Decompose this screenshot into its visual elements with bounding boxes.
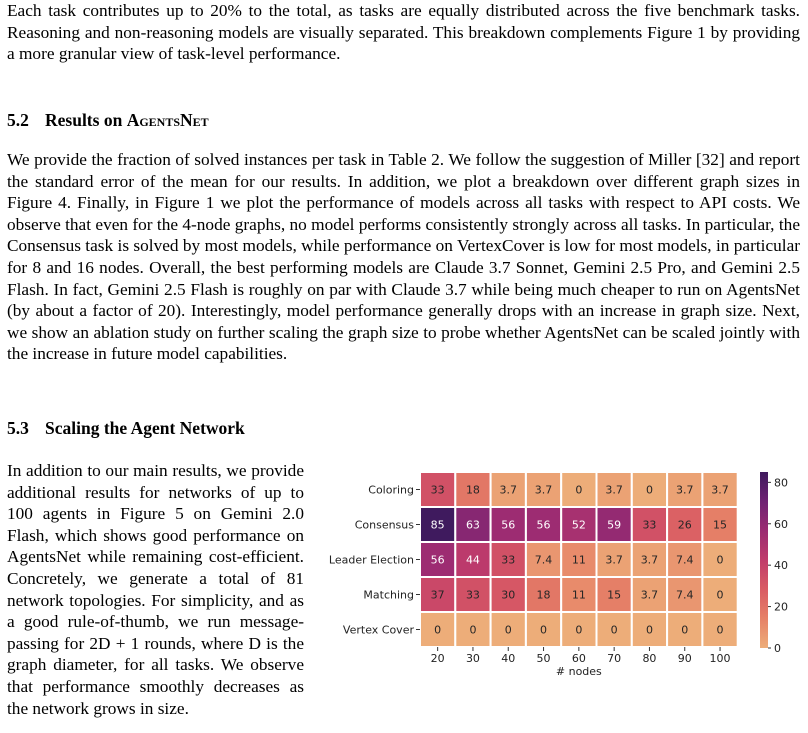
x-axis-label: # nodes bbox=[555, 665, 602, 678]
y-tick-label: Consensus bbox=[354, 518, 414, 532]
cell-value-label: 0 bbox=[540, 623, 548, 637]
cell-value-label: 3.7 bbox=[534, 483, 553, 497]
cell-value-label: 63 bbox=[465, 518, 480, 532]
cell-value-label: 0 bbox=[716, 623, 724, 637]
cell-value-label: 11 bbox=[571, 553, 586, 567]
cell-value-label: 33 bbox=[501, 553, 516, 567]
colorbar-tick-label: 60 bbox=[774, 517, 788, 531]
cell-value-label: 59 bbox=[607, 518, 622, 532]
cell-value-label: 3.7 bbox=[605, 483, 623, 497]
cell-value-label: 52 bbox=[571, 518, 586, 532]
cell-value-label: 0 bbox=[645, 623, 653, 637]
y-tick-label: Leader Election bbox=[328, 553, 414, 567]
cell-value-label: 3.7 bbox=[640, 588, 659, 602]
section-title: Scaling the Agent Network bbox=[45, 418, 245, 438]
x-tick-label: 20 bbox=[430, 652, 445, 665]
cell-value-label: 3.7 bbox=[640, 553, 659, 567]
section-title-name: AgentsNet bbox=[126, 110, 209, 130]
cell-value-label: 3.7 bbox=[676, 483, 694, 497]
cell-value-label: 18 bbox=[536, 588, 551, 602]
cell-value-label: 0 bbox=[504, 623, 512, 637]
cell-value-label: 3.7 bbox=[499, 483, 517, 497]
cell-value-label: 37 bbox=[430, 588, 445, 602]
cell-value-label: 0 bbox=[575, 483, 583, 497]
x-tick-label: 80 bbox=[642, 652, 657, 665]
cell-value-label: 3.7 bbox=[711, 483, 729, 497]
cell-value-label: 0 bbox=[716, 553, 724, 567]
section-number: 5.2 bbox=[7, 110, 29, 130]
y-tick-label: Coloring bbox=[368, 483, 414, 497]
cell-value-label: 0 bbox=[575, 623, 583, 637]
x-tick-label: 90 bbox=[677, 652, 692, 665]
cell-value-label: 56 bbox=[430, 553, 445, 567]
colorbar-tick-label: 0 bbox=[774, 642, 781, 655]
x-tick-label: 100 bbox=[709, 652, 731, 665]
cell-value-label: 0 bbox=[645, 483, 653, 497]
cell-value-label: 18 bbox=[465, 483, 480, 497]
section-number: 5.3 bbox=[7, 418, 29, 438]
colorbar-tick-label: 20 bbox=[774, 600, 788, 614]
cell-value-label: 30 bbox=[501, 588, 516, 602]
cell-value-label: 15 bbox=[713, 518, 728, 532]
colorbar bbox=[760, 472, 768, 648]
x-tick-label: 40 bbox=[501, 652, 516, 665]
section-5-2-body: We provide the fraction of solved instances per task in Table 2. We follow the suggestion of Miller [32] and report the standard error of the mean for our results. In addition, we plot a breakdown over different graph sizes in Figure 4. Finally, in Figure 1 we plot the performance of models across all tasks with respect to API costs. We observe that even for the 4-node graphs, no model performs consistently strongly across all tasks. In particular, the Consensus task is solved by most models, while performance on VertexCover is low for most models, in particular for 8 and 16 nodes. Overall, the best performing models are Claude 3.7 Sonnet, Gemini 2.5 Pro, and Gemini 2.5 Flash. In fact, Gemini 2.5 Flash is roughly on par with Claude 3.7 while being much cheaper to run on AgentsNet (by about a factor of 20). Interestingly, model performance generally drops with an increase in graph size. Next, we show an ablation study on further scaling the graph size to probe whether AgentsNet can be scaled jointly with the increase in future model capabilities. bbox=[7, 150, 800, 364]
colorbar-tick-label: 40 bbox=[774, 559, 788, 573]
cell-value-label: 0 bbox=[681, 623, 689, 637]
colorbar-tick-label: 80 bbox=[774, 476, 788, 490]
cell-value-label: 7.4 bbox=[534, 553, 553, 567]
cell-value-label: 26 bbox=[677, 518, 692, 532]
intro-paragraph: Each task contributes up to 20% to the total, as tasks are equally distributed across the five benchmark tasks. Reasoning and non-reasoning models are visually separated. This breakdown complements Figure 1 by providing a more granular view of task-level performance. bbox=[7, 1, 800, 64]
cell-value-label: 33 bbox=[465, 588, 480, 602]
section-heading-5-3 bbox=[7, 418, 245, 439]
section-5-3-body: In addition to our main results, we provide additional results for networks of up to 100 agents in Figure 5 on Gemini 2.0 Flash, which shows good performance on AgentsNet while remaining cost-efficient. Concretely, we generate a total of 81 network topologies. For simplicity, and as a good rule-of-thumb, we run message-passing for 2D + 1 rounds, where D is the graph diameter, for all tasks. We observe that performance smoothly decreases as the network grows in size. bbox=[7, 461, 304, 718]
y-tick-label: Vertex Cover bbox=[342, 623, 414, 637]
cell-value-label: 33 bbox=[430, 483, 445, 497]
cell-value-label: 44 bbox=[465, 553, 480, 567]
section-heading-5-2 bbox=[7, 110, 209, 131]
cell-value-label: 7.4 bbox=[676, 588, 694, 602]
cell-value-label: 7.4 bbox=[676, 553, 694, 567]
cell-value-label: 56 bbox=[536, 518, 551, 532]
section-title-prefix: Results on bbox=[45, 110, 127, 130]
cell-value-label: 0 bbox=[716, 588, 724, 602]
cell-value-label: 0 bbox=[434, 623, 442, 637]
cell-value-label: 0 bbox=[469, 623, 477, 637]
y-tick-label: Matching bbox=[363, 588, 414, 602]
cell-value-label: 85 bbox=[430, 518, 445, 532]
x-tick-label: 70 bbox=[607, 652, 622, 665]
cell-value-label: 56 bbox=[501, 518, 516, 532]
x-tick-label: 60 bbox=[571, 652, 586, 665]
x-tick-label: 50 bbox=[536, 652, 551, 665]
cell-value-label: 3.7 bbox=[605, 553, 623, 567]
cell-value-label: 11 bbox=[571, 588, 586, 602]
cell-value-label: 0 bbox=[610, 623, 618, 637]
cell-value-label: 33 bbox=[642, 518, 657, 532]
cell-value-label: 15 bbox=[607, 588, 622, 602]
heatmap-figure bbox=[318, 462, 802, 678]
x-tick-label: 30 bbox=[465, 652, 480, 665]
